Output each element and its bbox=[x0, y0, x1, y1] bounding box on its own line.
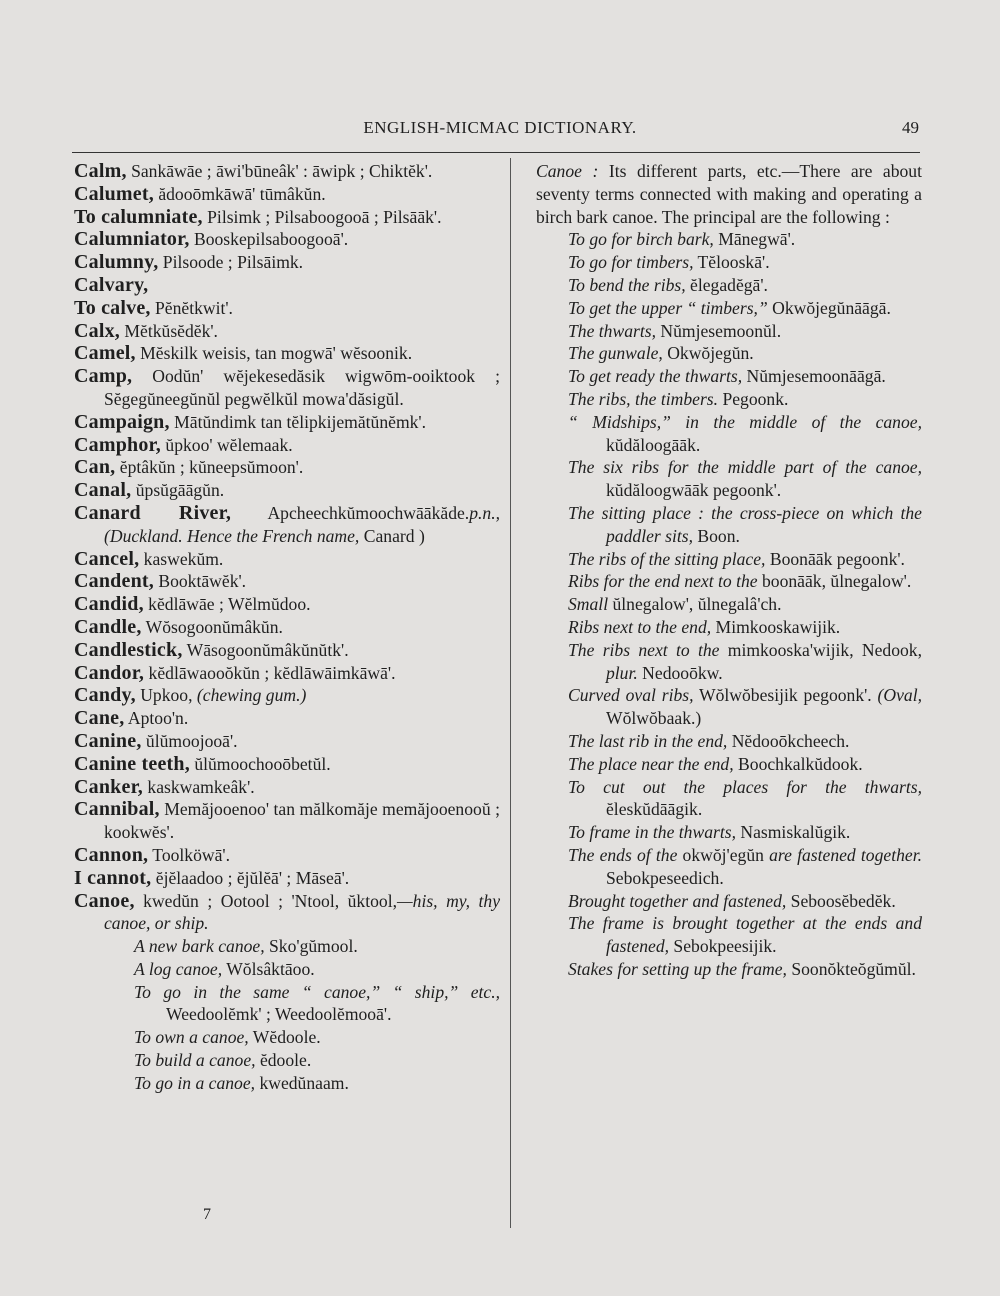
dictionary-entry bbox=[536, 616, 922, 639]
dictionary-entry bbox=[536, 570, 922, 593]
dictionary-entry bbox=[74, 1049, 500, 1072]
dictionary-entry bbox=[74, 958, 500, 981]
entry-text: ŭlŭmoochooōbetŭl. bbox=[189, 753, 331, 774]
dictionary-entry bbox=[536, 593, 922, 616]
entry-text: Upkoo, bbox=[135, 685, 193, 706]
dictionary-entry bbox=[74, 320, 500, 343]
entry-italic: A new bark canoe, bbox=[134, 936, 265, 957]
entry-italic: The six ribs for the middle part of the canoe, bbox=[568, 457, 922, 478]
dictionary-entry bbox=[74, 297, 500, 320]
entry-text: kwedŭnaam. bbox=[255, 1072, 349, 1093]
entry-text: Soonŏkteŏgŭmŭl. bbox=[786, 958, 916, 979]
dictionary-entry bbox=[74, 753, 500, 776]
dictionary-entry bbox=[74, 890, 500, 936]
dictionary-entry bbox=[536, 753, 922, 776]
entry-text: Toolköwā'. bbox=[148, 844, 230, 865]
entry-italic: Stakes for setting up the frame, bbox=[568, 958, 787, 979]
entry-headword: Can, bbox=[74, 456, 116, 479]
dictionary-entry bbox=[74, 730, 500, 753]
entry-text: Nŭmjesemoonŭl. bbox=[656, 320, 782, 341]
entry-text: Mimkooskawijik. bbox=[711, 616, 841, 637]
entry-italic: To cut out the places for the thwarts, bbox=[568, 776, 922, 797]
entry-text: Mānegwā'. bbox=[713, 229, 796, 250]
entry-text: kĕdlāwāe ; Wĕlmŭdoo. bbox=[143, 594, 311, 615]
dictionary-entry bbox=[74, 548, 500, 571]
dictionary-entry bbox=[536, 320, 922, 343]
entry-text: Sebokpeseedich. bbox=[606, 867, 724, 888]
entry-text: Sko'gŭmool. bbox=[264, 936, 358, 957]
entry-italic: Ribs for the end next to the bbox=[568, 571, 758, 592]
entry-text: Booskepilsaboogooā'. bbox=[189, 229, 349, 250]
entry-italic: p.n., bbox=[469, 502, 500, 523]
dictionary-entry bbox=[536, 342, 922, 365]
entry-text: ĕptâkŭn ; kŭneepsŭmoon'. bbox=[115, 457, 304, 478]
entry-text: kaskwamkeâk'. bbox=[143, 776, 255, 797]
entry-text: Aptoo'n. bbox=[124, 708, 189, 729]
entry-text: Wŏlsâktāoo. bbox=[222, 958, 315, 979]
entry-headword: Canine teeth, bbox=[74, 752, 190, 775]
entry-italic: To frame in the thwarts, bbox=[568, 822, 736, 843]
entry-text: okwŏj'egŭn bbox=[677, 844, 764, 865]
dictionary-entry bbox=[536, 730, 922, 753]
entry-text: Apcheechkŭmoochwāākăde. bbox=[231, 502, 470, 523]
entry-text: ĕleskŭdāāgik. bbox=[606, 799, 703, 820]
entry-text: Booktāwĕk'. bbox=[153, 571, 247, 592]
entry-text: Wŏlwŏbaak.) bbox=[606, 708, 702, 729]
dictionary-entry bbox=[74, 251, 500, 274]
entry-text: Mātŭndimk tan tĕlipkijemătŭnĕmk'. bbox=[169, 411, 426, 432]
entry-headword: Calumny, bbox=[74, 251, 159, 274]
entry-text: boonāāk, ŭlnegalow'. bbox=[757, 571, 912, 592]
entry-italic: The thwarts, bbox=[568, 320, 656, 341]
entry-italic: The ribs of the sitting place, bbox=[568, 548, 766, 569]
entry-text: ŭpsŭgāāgŭn. bbox=[131, 480, 225, 501]
signature-mark: 7 bbox=[203, 1206, 211, 1223]
entry-italic: To go in the same “ canoe,” “ ship,” etc., bbox=[134, 981, 500, 1002]
entry-headword: Camel, bbox=[74, 342, 136, 365]
entry-headword: Candle, bbox=[74, 615, 142, 638]
dictionary-entry bbox=[74, 798, 500, 844]
entry-text: Memăjooenoo' tan mălkomăje memăjooenooŭ ; kookwĕs'. bbox=[104, 799, 500, 843]
entry-italic: The sitting place : the cross-piece on which the paddler sits, bbox=[568, 502, 922, 546]
entry-text: kŭdăloogāāk. bbox=[606, 434, 701, 455]
entry-headword: Canker, bbox=[74, 775, 144, 798]
column-divider bbox=[510, 158, 511, 1228]
entry-headword: I cannot, bbox=[74, 866, 152, 889]
entry-text: Its different parts, etc.—There are about seventy terms connected with making and operating a birch bark canoe. The principal are the following : bbox=[536, 161, 922, 227]
dictionary-entry bbox=[74, 844, 500, 867]
entry-text: kwedŭn ; Ootool ; 'Ntool, ŭktool, bbox=[134, 890, 397, 911]
dictionary-entry bbox=[536, 456, 922, 502]
dictionary-entry bbox=[536, 502, 922, 548]
entry-text: Pilsimk ; Pilsaboogooā ; Pilsāāk'. bbox=[202, 206, 442, 227]
entry-text: Nasmiskalŭgik. bbox=[735, 822, 851, 843]
entry-italic: To get the upper “ timbers,” bbox=[568, 297, 768, 318]
entry-headword: Calumet, bbox=[74, 182, 154, 205]
entry-headword: Cancel, bbox=[74, 547, 140, 570]
entry-headword: Candent, bbox=[74, 570, 154, 593]
entry-text: Okwŏjegŭn. bbox=[662, 343, 754, 364]
entry-text: ŭpkoo' wĕlemaak. bbox=[161, 434, 293, 455]
entry-italic: The ends of the bbox=[568, 844, 678, 865]
canoe-intro bbox=[536, 160, 922, 228]
dictionary-entry bbox=[536, 684, 922, 730]
dictionary-entry bbox=[536, 548, 922, 571]
entry-italic: A log canoe, bbox=[134, 958, 223, 979]
dictionary-entry bbox=[536, 365, 922, 388]
dictionary-entry bbox=[74, 593, 500, 616]
dictionary-entry bbox=[74, 206, 500, 229]
page-number: 49 bbox=[902, 118, 919, 137]
left-column bbox=[74, 160, 500, 1095]
entry-text: ĕlegadĕgā'. bbox=[685, 274, 768, 295]
entry-text: Mĕskilk weisis, tan mogwā' wĕsoonik. bbox=[135, 343, 413, 364]
entry-headword: Calumniator, bbox=[74, 228, 190, 251]
dictionary-entry bbox=[74, 456, 500, 479]
entry-headword: Canine, bbox=[74, 729, 142, 752]
dictionary-entry bbox=[74, 1026, 500, 1049]
entry-headword: Candy, bbox=[74, 684, 136, 707]
entry-headword: Camp, bbox=[74, 365, 133, 388]
dictionary-entry bbox=[536, 228, 922, 251]
dictionary-entry bbox=[74, 935, 500, 958]
running-title: ENGLISH-MICMAC DICTIONARY. bbox=[363, 118, 637, 137]
dictionary-entry bbox=[536, 411, 922, 457]
entry-headword: To calve, bbox=[74, 296, 151, 319]
entry-text: Okwŏjegŭnāāgā. bbox=[767, 297, 891, 318]
entry-italic: (Duckland. Hence the French name, bbox=[104, 525, 360, 546]
entry-text: ădooōmkāwā' tūmâkŭn. bbox=[153, 183, 326, 204]
entry-italic: To get ready the thwarts, bbox=[568, 366, 743, 387]
entry-italic: Ribs next to the end, bbox=[568, 616, 712, 637]
dictionary-entry bbox=[74, 160, 500, 183]
entry-text: Sankāwāe ; āwi'būneâk' : āwipk ; Chiktĕk'. bbox=[126, 161, 433, 181]
dictionary-entry bbox=[74, 1072, 500, 1095]
entry-italic: The frame is brought together at the ends and fastened, bbox=[568, 913, 922, 957]
entry-text: Mĕtkŭsĕdĕk'. bbox=[120, 320, 218, 341]
entry-text: Nĕdooōkcheech. bbox=[727, 730, 850, 751]
entry-text: Wāsogoonŭmâkŭnŭtk'. bbox=[182, 639, 349, 660]
entry-text: ŭlŭmoojooā'. bbox=[141, 730, 238, 751]
entry-italic: To build a canoe, bbox=[134, 1050, 256, 1071]
entry-headword: Cannon, bbox=[74, 843, 149, 866]
entry-headword: Candid, bbox=[74, 593, 144, 616]
entry-text: Nedooōkw. bbox=[637, 662, 723, 683]
entry-text: Pĕnĕtkwit'. bbox=[150, 297, 233, 318]
entry-italic: To go in a canoe, bbox=[134, 1072, 256, 1093]
entry-italic: Curved oval ribs, bbox=[568, 685, 694, 706]
entry-text: ĕjĕlaadoo ; ĕjŭlĕā' ; Māseā'. bbox=[151, 867, 350, 888]
dictionary-entry bbox=[536, 844, 922, 890]
entry-headword: Canoe, bbox=[74, 889, 135, 912]
entry-text: kŭdăloogwāāk pegoonk'. bbox=[606, 480, 782, 501]
dictionary-entry bbox=[536, 958, 922, 981]
entry-italic: (Oval, bbox=[871, 685, 922, 706]
dictionary-entry bbox=[74, 434, 500, 457]
dictionary-entry bbox=[74, 570, 500, 593]
entry-italic: The ribs, the timbers. bbox=[568, 388, 719, 409]
entry-headword: To calumniate, bbox=[74, 205, 203, 228]
dictionary-entry bbox=[536, 821, 922, 844]
dictionary-entry bbox=[536, 639, 922, 685]
entry-italic: To bend the ribs, bbox=[568, 274, 686, 295]
entry-italic: Brought together and fastened, bbox=[568, 890, 787, 911]
entry-text: Boon. bbox=[693, 525, 740, 546]
entry-text: Canard ) bbox=[359, 525, 425, 546]
dictionary-entry bbox=[74, 183, 500, 206]
dictionary-entry bbox=[536, 890, 922, 913]
entry-text: Pilsoode ; Pilsāimk. bbox=[158, 252, 304, 273]
entry-text: Wĕdoole. bbox=[248, 1027, 321, 1048]
right-column bbox=[536, 160, 922, 981]
dictionary-entry bbox=[74, 228, 500, 251]
dictionary-entry bbox=[74, 707, 500, 730]
entry-headword: Calx, bbox=[74, 319, 120, 342]
dictionary-entry bbox=[536, 776, 922, 822]
entry-headword: Camphor, bbox=[74, 433, 161, 456]
entry-text: Nŭmjesemoonāāgā. bbox=[742, 366, 886, 387]
entry-italic: “ Midships,” in the middle of the canoe, bbox=[568, 411, 922, 432]
entry-italic: The last rib in the end, bbox=[568, 730, 728, 751]
dictionary-entry bbox=[74, 365, 500, 411]
entry-italic: plur. bbox=[606, 662, 638, 683]
entry-headword: Candlestick, bbox=[74, 638, 183, 661]
entry-text: mimkooska'wijik, Nedook, bbox=[719, 639, 922, 660]
dictionary-entry bbox=[74, 684, 500, 707]
entry-text: Tĕlooskā'. bbox=[693, 252, 770, 273]
dictionary-entry bbox=[74, 867, 500, 890]
entry-text: Wŏlwŏbesijik pegoonk'. bbox=[693, 685, 872, 706]
dictionary-entry bbox=[536, 388, 922, 411]
entry-italic: To go for birch bark, bbox=[568, 229, 714, 250]
entry-text: Boonāāk pegoonk'. bbox=[765, 548, 905, 569]
header-rule bbox=[72, 152, 920, 153]
entry-text: Boochkalkŭdook. bbox=[733, 753, 863, 774]
entry-text: ŭlnegalow', ŭlnegalâ'ch. bbox=[608, 594, 782, 615]
entry-text: kĕdlāwaooŏkŭn ; kĕdlāwāimkāwā'. bbox=[144, 662, 396, 683]
entry-headword: Canal, bbox=[74, 479, 132, 502]
dictionary-entry bbox=[536, 912, 922, 958]
entry-headword: Calm, bbox=[74, 160, 127, 182]
entry-italic: are fastened together. bbox=[763, 844, 922, 865]
entry-italic: To own a canoe, bbox=[134, 1027, 249, 1048]
entry-italic: Small bbox=[568, 594, 609, 615]
dictionary-entry bbox=[74, 342, 500, 365]
dictionary-entry bbox=[536, 274, 922, 297]
entry-text: kaswekŭm. bbox=[139, 548, 224, 569]
running-header bbox=[0, 118, 1000, 142]
entry-headword: Campaign, bbox=[74, 410, 170, 433]
entry-italic: Canoe : bbox=[536, 161, 599, 181]
entry-headword: Cane, bbox=[74, 707, 125, 730]
dictionary-entry bbox=[74, 776, 500, 799]
dictionary-entry bbox=[74, 616, 500, 639]
entry-text: Oodŭn' wĕjekesedăsik wigwōm-ooiktook ; Sĕgegŭneegŭnŭl pegwĕlkŭl mowa'dăsigŭl. bbox=[104, 366, 500, 409]
entry-italic: To go for timbers, bbox=[568, 252, 694, 273]
entry-headword: Candor, bbox=[74, 661, 145, 684]
dictionary-entry bbox=[536, 297, 922, 320]
entry-italic: The ribs next to the bbox=[568, 639, 720, 660]
entry-text: Seboosĕbedĕk. bbox=[786, 890, 896, 911]
dictionary-entry bbox=[74, 411, 500, 434]
entry-headword: Canard River, bbox=[74, 501, 232, 524]
entry-headword: Cannibal, bbox=[74, 798, 160, 821]
dictionary-entry bbox=[74, 662, 500, 685]
entry-italic: The place near the end, bbox=[568, 753, 734, 774]
entry-text: ĕdoole. bbox=[255, 1050, 312, 1071]
dictionary-entry bbox=[74, 274, 500, 297]
entry-italic: —his, my, thy canoe, or ship. bbox=[104, 890, 501, 934]
dictionary-entry bbox=[74, 502, 500, 548]
dictionary-entry bbox=[74, 981, 500, 1027]
entry-text: Pegoonk. bbox=[718, 388, 789, 409]
entry-italic: (chewing gum.) bbox=[192, 685, 307, 706]
entry-text: Wŏsogoonŭmâkŭn. bbox=[141, 616, 283, 637]
entry-headword: Calvary, bbox=[74, 273, 149, 296]
dictionary-entry bbox=[536, 251, 922, 274]
entry-text: Weedoolĕmk' ; Weedoolĕmooā'. bbox=[166, 1004, 392, 1025]
dictionary-entry bbox=[74, 639, 500, 662]
entry-italic: The gunwale, bbox=[568, 343, 663, 364]
entry-text: Sebokpeesijik. bbox=[669, 936, 777, 957]
dictionary-entry bbox=[74, 479, 500, 502]
